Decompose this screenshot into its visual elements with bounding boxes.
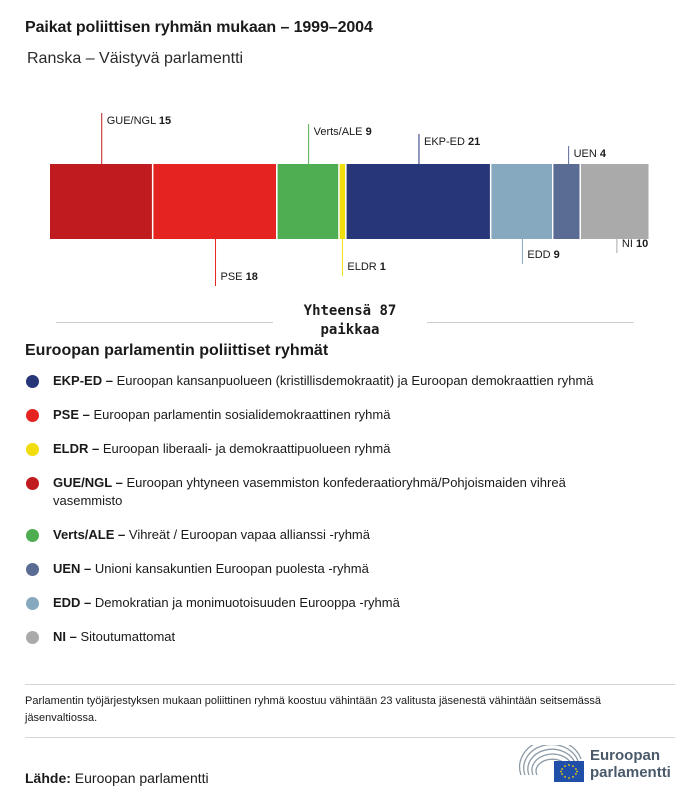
legend-desc: Unioni kansakuntien Euroopan puolesta -ryhmä — [91, 561, 369, 576]
legend-dot-icon — [26, 631, 39, 644]
legend-desc: Vihreät / Euroopan vapaa allianssi -ryhmä — [125, 527, 370, 542]
segment-label-value: 9 — [553, 249, 560, 261]
legend-title: Euroopan parlamentin poliittiset ryhmät — [25, 342, 329, 359]
bar-segment-edd — [491, 164, 552, 239]
legend-abbr: EKP-ED – — [53, 373, 113, 388]
legend-abbr: EDD – — [53, 595, 92, 610]
segment-label-value: 15 — [158, 115, 172, 127]
source-value: Euroopan parlamentti — [70, 770, 209, 786]
segment-label-value: 1 — [379, 261, 386, 273]
segment-label-name: GUE/NGL — [106, 115, 159, 127]
logo-wordmark — [590, 747, 671, 781]
bar-segment-eldr — [340, 164, 345, 239]
logo-line1: Euroopan — [590, 747, 660, 764]
source-label: Lähde: — [25, 770, 71, 786]
legend-abbr: ELDR – — [53, 441, 100, 456]
segment-label-value: 10 — [635, 238, 649, 250]
legend-dot-icon — [26, 443, 39, 456]
legend-abbr: Verts/ALE – — [53, 527, 126, 542]
legend-desc: Euroopan yhtyneen vasemmiston konfederaatioryhmä/Pohjoismaiden vihreä vasemmisto — [53, 475, 566, 508]
legend-item-ni — [25, 628, 175, 646]
segment-label-name: UEN — [573, 148, 600, 160]
footnote: Parlamentin työjärjestyksen mukaan poliittinen ryhmä koostuu vähintään 23 valitusta jäsenestä vähintään seitsemässä jäsenvaltiossa. — [25, 695, 601, 724]
bar-segment-pse — [153, 164, 276, 239]
legend-item-ekp-ed — [25, 372, 594, 390]
legend-item-verts-ale — [25, 526, 370, 544]
segment-label-pse — [221, 271, 258, 283]
legend-dot-icon — [26, 563, 39, 576]
segment-label-value: 18 — [245, 271, 258, 283]
total-seats-label — [273, 302, 427, 340]
note-divider-bottom — [25, 737, 675, 738]
legend-abbr: NI – — [53, 629, 77, 644]
legend-desc: Euroopan kansanpuolueen (kristillisdemokraatit) ja Euroopan demokraattien ryhmä — [112, 373, 594, 388]
segment-label-value: 21 — [468, 136, 481, 148]
legend-desc: Demokratian ja monimuotoisuuden Eurooppa -ryhmä — [91, 595, 400, 610]
legend-dot-icon — [26, 597, 39, 610]
segment-label-name: NI — [621, 238, 636, 250]
european-parliament-logo — [518, 745, 688, 785]
legend-desc: Euroopan parlamentin sosialidemokraattinen ryhmä — [89, 407, 391, 422]
segment-label-name: EDD — [527, 249, 554, 261]
legend-desc: Euroopan liberaali- ja demokraattipuolueen ryhmä — [99, 441, 391, 456]
segment-label-name: Verts/ALE — [313, 126, 366, 138]
legend-dot-icon — [26, 529, 39, 542]
bar-segment-verts-ale — [278, 164, 339, 239]
segment-label-name: EKP-ED — [424, 136, 469, 148]
segment-label-verts-ale — [314, 126, 372, 138]
legend-item-edd — [25, 594, 400, 612]
logo-line2: parlamentti — [590, 764, 671, 781]
bar-segment-gue-ngl — [50, 164, 152, 239]
bar-segment-ekp-ed — [347, 164, 490, 239]
segment-label-edd — [527, 249, 559, 261]
legend-abbr: UEN – — [53, 561, 92, 576]
segment-label-eldr — [347, 261, 386, 273]
bar-segment-uen — [553, 164, 579, 239]
segment-label-ekp-ed — [424, 136, 480, 148]
total-seats-line1: Yhteensä 87 — [303, 303, 397, 319]
legend-item-gue-ngl — [25, 474, 635, 510]
segment-label-value: 4 — [599, 148, 607, 160]
legend-abbr: PSE – — [53, 407, 90, 422]
total-divider-right — [427, 322, 634, 323]
segment-label-uen — [574, 148, 607, 160]
segment-label-gue-ngl — [107, 115, 171, 127]
parliament-hemicycle-icon — [518, 745, 584, 785]
chart-title: Paikat poliittisen ryhmän mukaan – 1999–2004 — [25, 19, 373, 36]
source-line — [25, 770, 209, 786]
legend-item-pse — [25, 406, 390, 424]
legend-item-eldr — [25, 440, 390, 458]
bar-segment-ni — [581, 164, 649, 239]
legend-item-uen — [25, 560, 369, 578]
stacked-seat-bar-chart — [0, 100, 700, 300]
legend-abbr: GUE/NGL – — [53, 475, 123, 490]
segment-label-value: 9 — [365, 126, 372, 138]
legend-dot-icon — [26, 409, 39, 422]
note-divider-top — [25, 684, 675, 685]
bar-segments — [50, 164, 649, 239]
total-seats-line2: paikkaa — [320, 322, 380, 338]
segment-label-name: ELDR — [347, 261, 380, 273]
legend-dot-icon — [26, 375, 39, 388]
legend-desc: Sitoutumattomat — [76, 629, 176, 644]
legend-dot-icon — [26, 477, 39, 490]
total-divider-left — [56, 322, 273, 323]
chart-subtitle: Ranska – Väistyvä parlamentti — [27, 50, 244, 67]
segment-label-name: PSE — [220, 271, 246, 283]
segment-label-ni — [622, 238, 648, 250]
